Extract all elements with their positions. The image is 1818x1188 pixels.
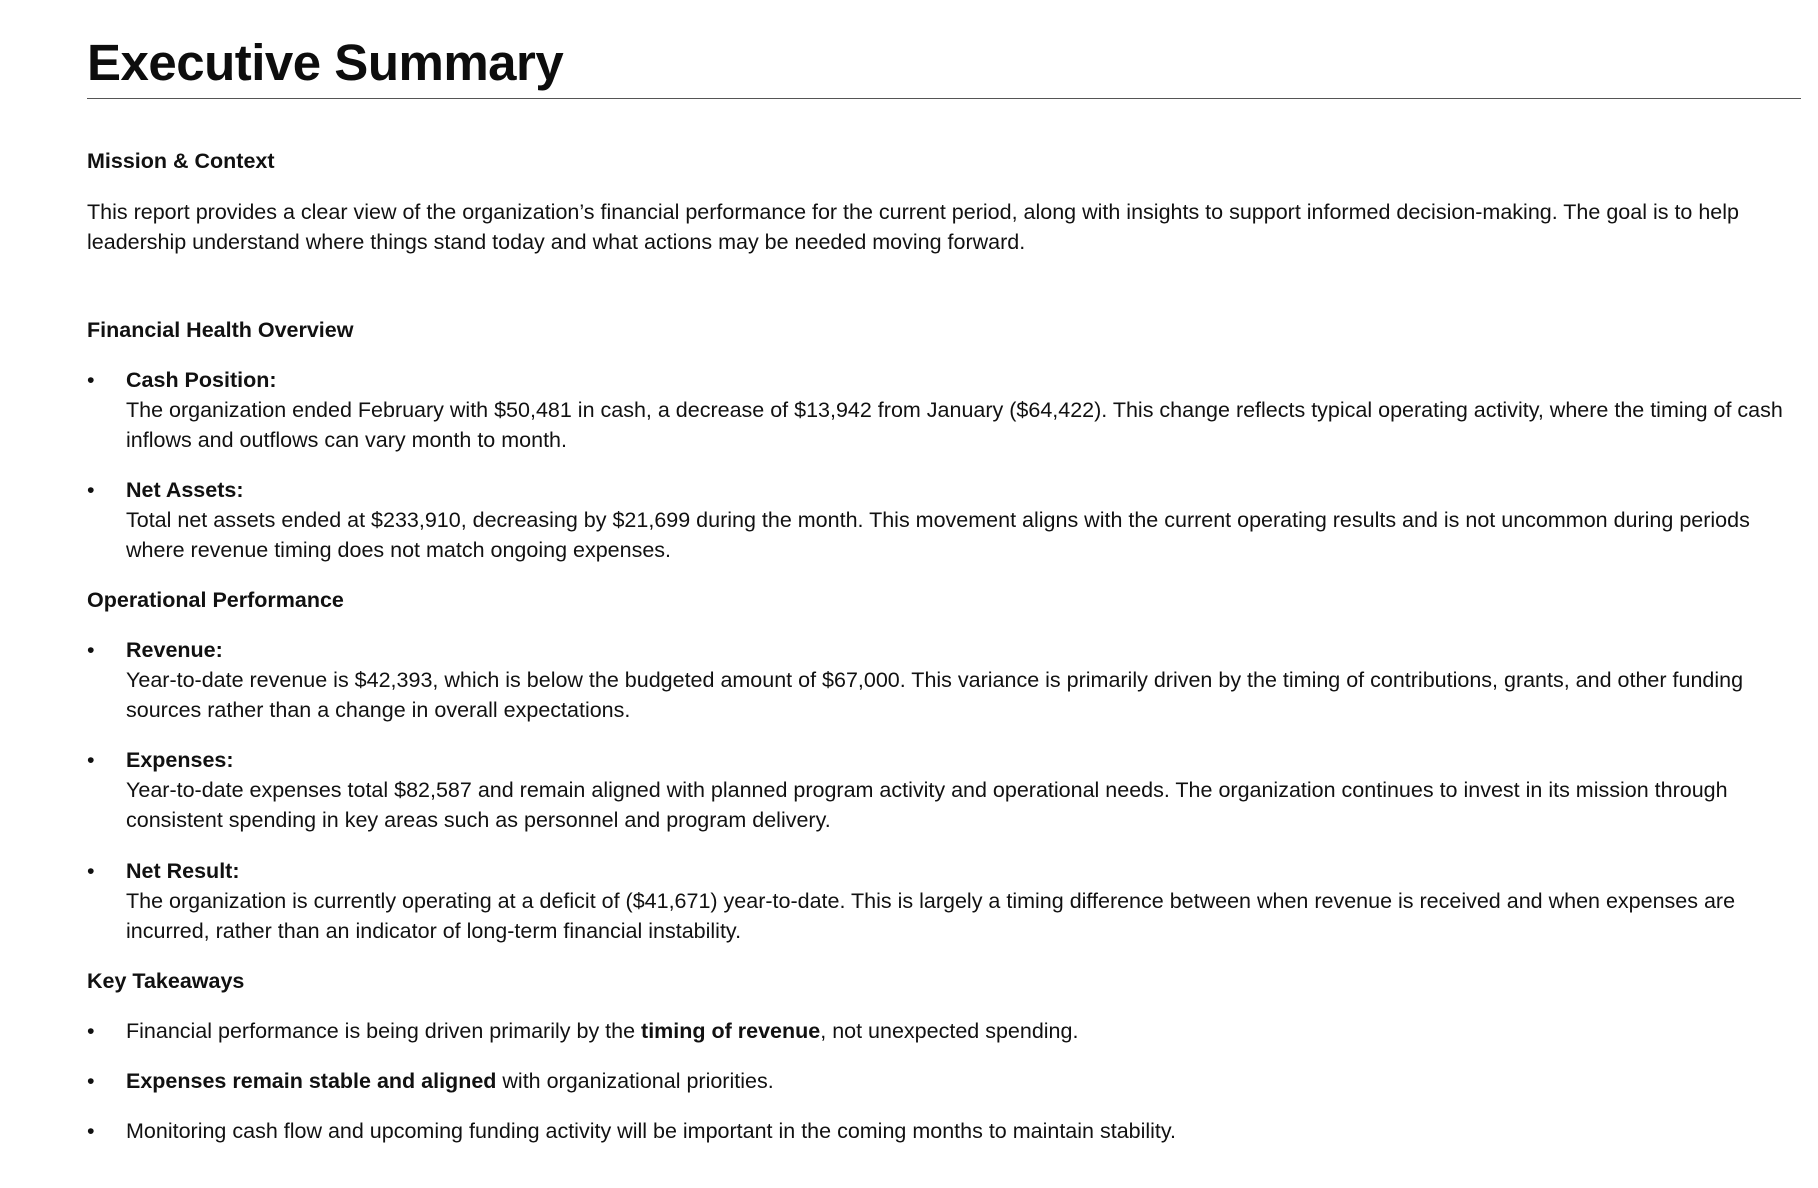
takeaway-emphasis: timing of revenue (641, 1019, 821, 1043)
bullet: • (87, 638, 95, 662)
bullet: • (87, 368, 95, 392)
item-text: The organization ended February with $50,481 in cash, a decrease of $13,942 from January ($64,422). This change reflects typical operating activity, where the timing of cash inflows and outflows can vary month to month. (126, 398, 1783, 452)
title-divider (87, 98, 1801, 99)
operational-heading: Operational Performance (87, 588, 344, 612)
bullet: • (87, 859, 95, 883)
item-label: Revenue: (126, 638, 223, 662)
financial-health-heading: Financial Health Overview (87, 318, 354, 342)
item-text: The organization is currently operating at a deficit of ($41,671) year-to-date. This is largely a timing difference between when revenue is received and when expenses are incurred, rather than an indicator of long-term financial instability. (126, 889, 1736, 943)
takeaway-text: Financial performance is being driven primarily by the (126, 1019, 642, 1043)
item-label: Expenses: (126, 748, 234, 772)
takeaways-heading: Key Takeaways (87, 969, 245, 993)
takeaway-text-end: , not unexpected spending. (820, 1019, 1079, 1043)
item-text: Total net assets ended at $233,910, decreasing by $21,699 during the month. This movement aligns with the current operating results and is not uncommon during periods where revenue timing does not match ongoing expenses. (126, 508, 1750, 562)
bullet: • (87, 1069, 95, 1093)
page-title: Executive Summary (87, 34, 564, 91)
takeaway-text: Monitoring cash flow and upcoming funding activity will be important in the coming months to maintain stability. (126, 1119, 1177, 1143)
bullet: • (87, 748, 95, 772)
bullet: • (87, 478, 95, 502)
item-text: Year-to-date revenue is $42,393, which is below the budgeted amount of $67,000. This variance is primarily driven by the timing of contributions, grants, and other funding sources rather than a change in overall expectations. (126, 668, 1744, 722)
item-label: Cash Position: (126, 368, 277, 392)
item-label: Net Assets: (126, 478, 244, 502)
mission-paragraph: This report provides a clear view of the organization’s financial performance for the current period, along with insights to support informed decision-making. The goal is to help leadership understand where things stand today and what actions may be needed moving forward. (87, 200, 1739, 254)
mission-heading: Mission & Context (87, 149, 275, 173)
item-label: Net Result: (126, 859, 240, 883)
bullet: • (87, 1119, 95, 1143)
bullet: • (87, 1019, 95, 1043)
takeaway-text-end: with organizational priorities. (496, 1069, 774, 1093)
item-text: Year-to-date expenses total $82,587 and remain aligned with planned program activity and operational needs. The organization continues to invest in its mission through consistent spending in key areas such as personnel and program delivery. (126, 778, 1728, 832)
takeaway-emphasis: Expenses remain stable and aligned (126, 1069, 497, 1093)
